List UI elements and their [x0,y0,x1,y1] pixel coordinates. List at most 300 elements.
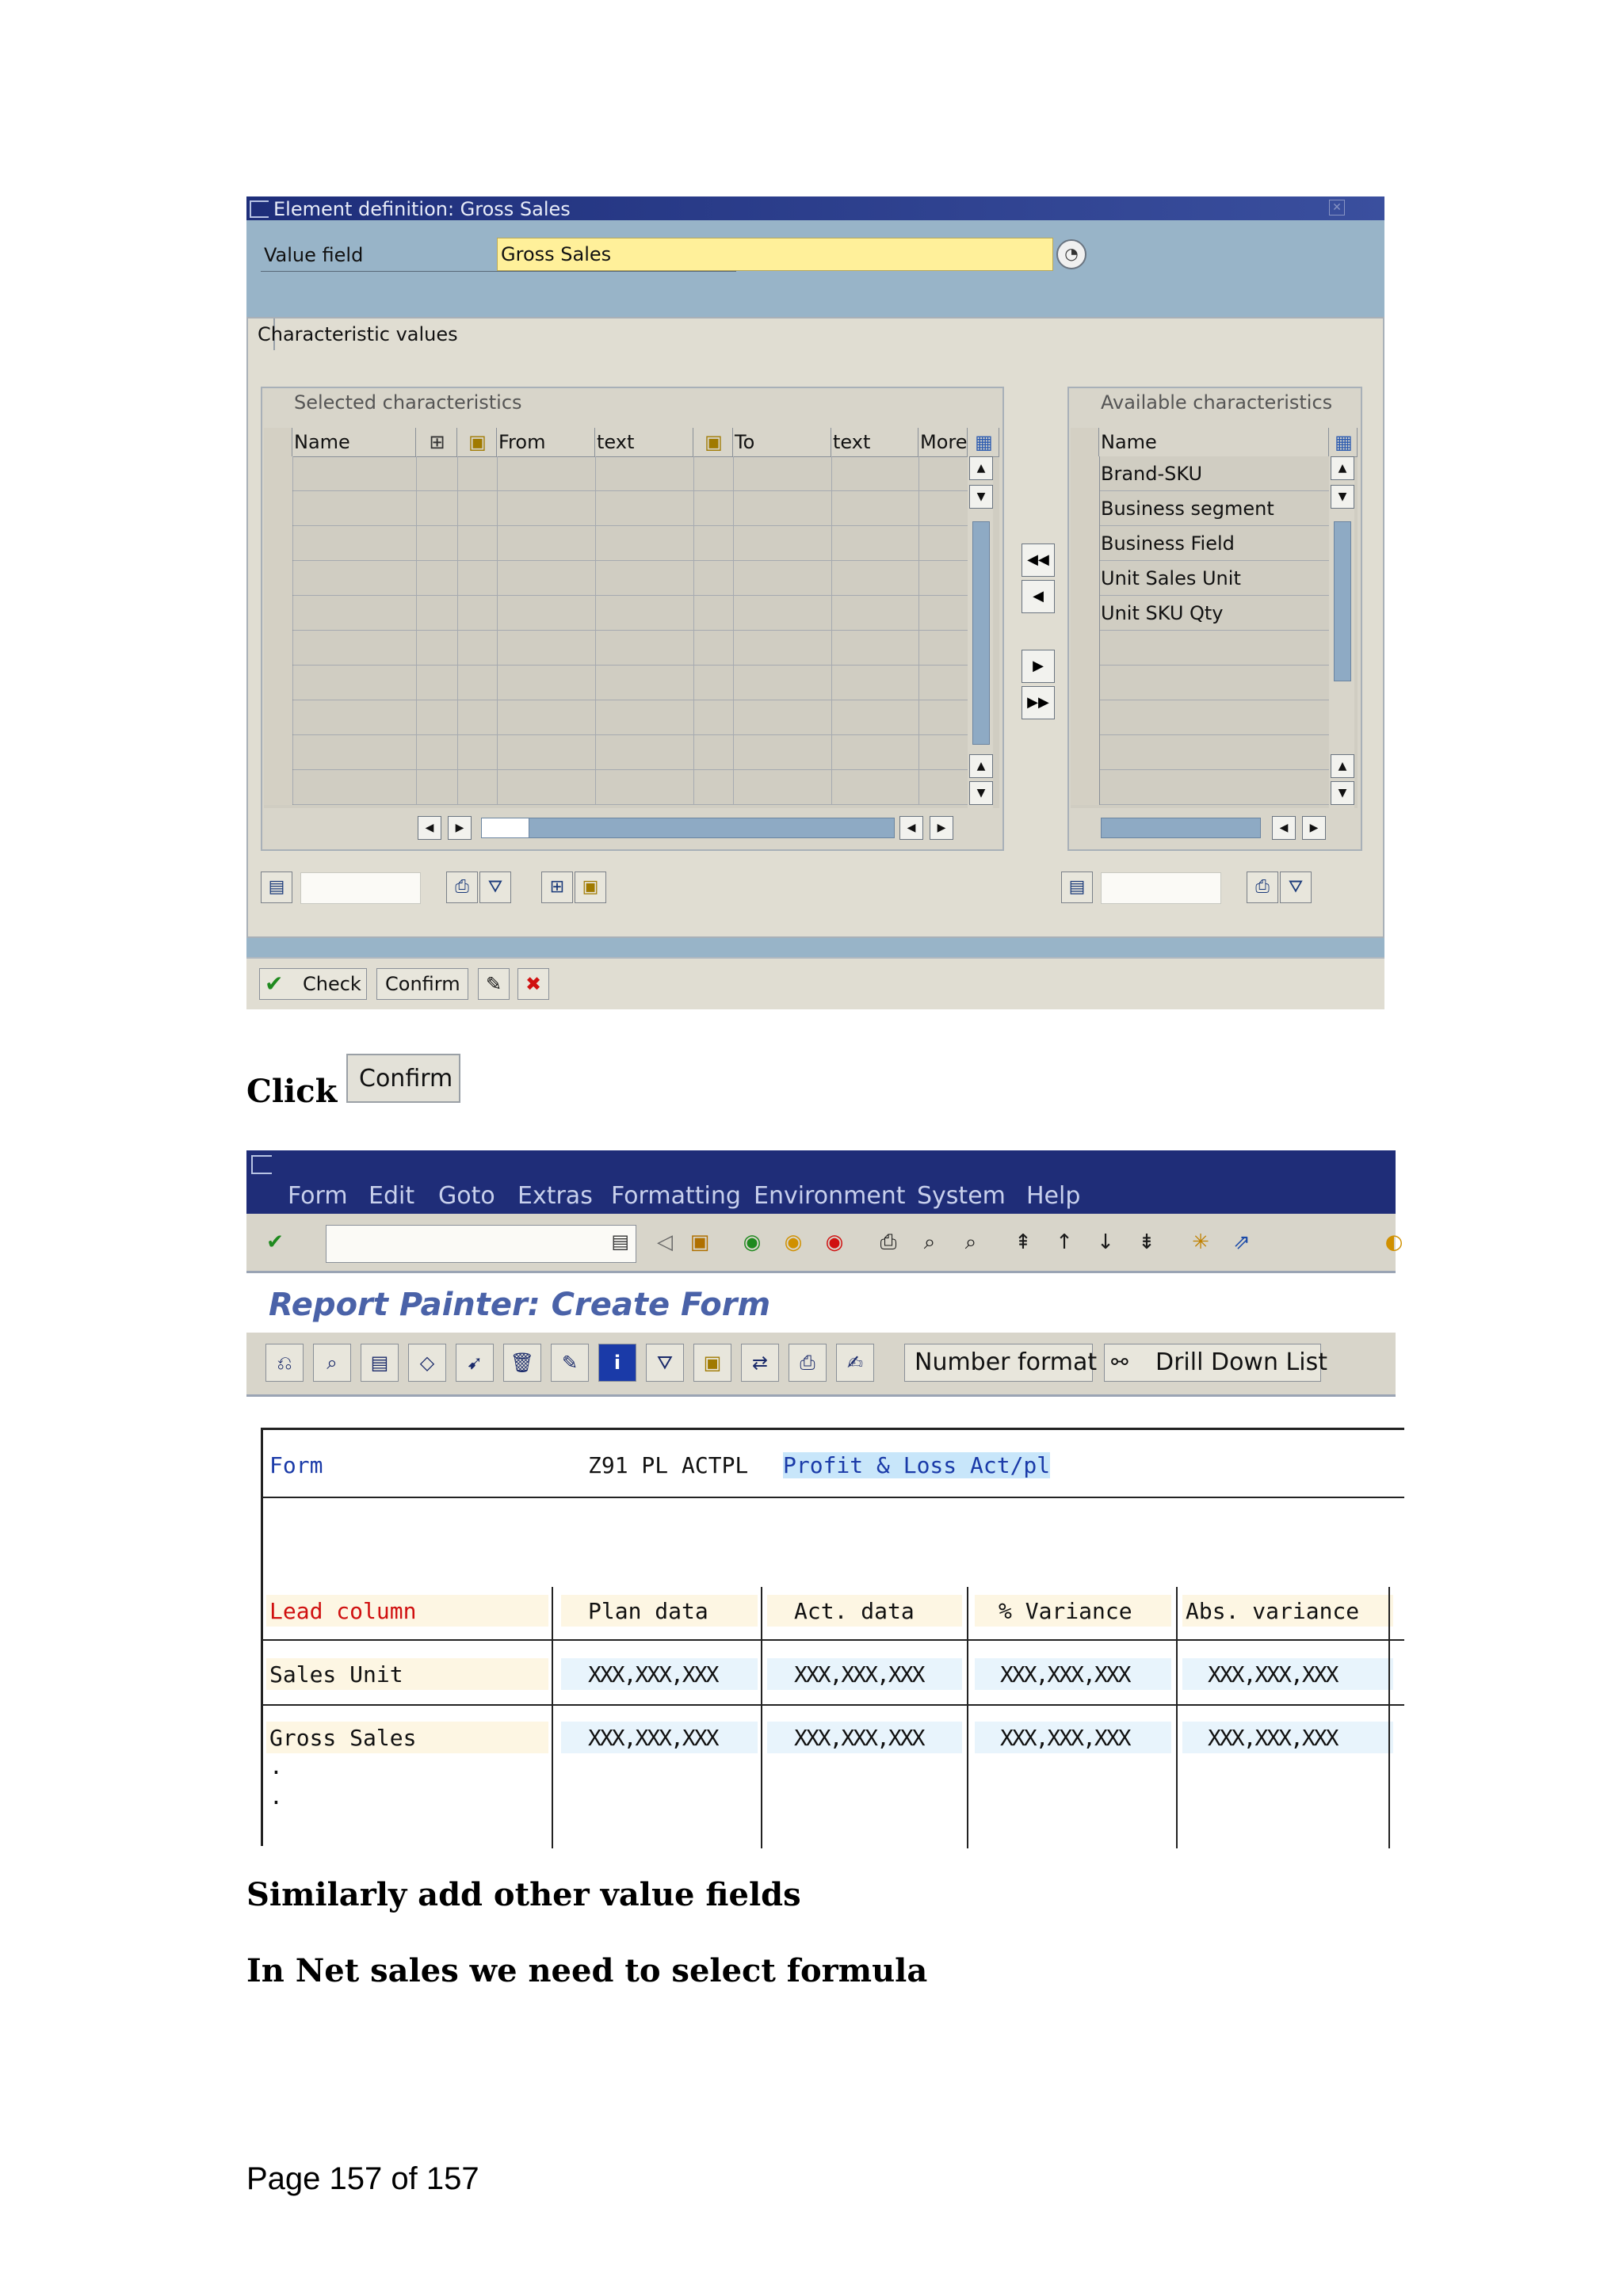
grid-cell-divider [733,700,734,734]
cancel-icon[interactable]: ✖ [517,968,549,1000]
enter-icon[interactable]: ✔ [266,1230,284,1254]
col-to[interactable]: To [733,428,831,456]
form-id: Z91 PL ACTPL [588,1452,749,1478]
check-label: Check [303,973,361,995]
grid-cell-divider [733,561,734,595]
grid-cell-divider [918,526,919,560]
confirm-button[interactable] [376,968,468,1000]
row-gross-sales[interactable]: Gross Sales [269,1725,417,1751]
info-icon[interactable]: i [598,1344,636,1382]
col-divider-3 [967,1587,968,1848]
edit-icon[interactable]: ✎ [478,968,510,1000]
available-row[interactable] [1071,770,1329,805]
grid-cell-divider [457,596,458,630]
check-form-icon[interactable]: ⌕ [313,1344,351,1382]
value-field-value: Gross Sales [501,243,612,265]
grid-cell-divider [918,561,919,595]
grid-cell-divider [595,631,596,665]
selected-rows [264,456,968,808]
grid-cell-divider [292,735,293,769]
move-icon[interactable]: ⇄ [741,1344,779,1382]
grid-cell-divider [595,770,596,804]
row-selector[interactable] [264,631,293,666]
grid-cell-divider [831,491,832,525]
grid-cell-divider [497,596,498,630]
grid-cell-divider [457,561,458,595]
menu-bar [246,1150,1396,1214]
grid-cell-divider [292,666,293,700]
shortcut-icon[interactable]: ⇗ [1233,1230,1251,1254]
available-row[interactable] [1071,700,1329,735]
row2-pct[interactable]: XXX,XXX,XXX [1000,1725,1130,1751]
hierarchy-button-icon[interactable]: ⊞ [541,871,573,903]
selected-row[interactable] [264,666,968,700]
scroll-left-icon[interactable]: ◀ [418,816,441,840]
drill-down-list-button[interactable] [1104,1344,1327,1382]
row-selector[interactable] [1071,700,1100,735]
col-from-text[interactable]: text [595,428,693,456]
row-selector[interactable] [1071,561,1100,596]
variable-button-icon[interactable]: ▣ [575,871,606,903]
grid-cell-divider [693,596,694,630]
row1-abs[interactable]: XXX,XXX,XXX [1208,1661,1338,1688]
vertical-scrollbar[interactable] [968,456,993,808]
selected-row[interactable] [264,596,968,631]
row-selector-header[interactable] [264,428,292,456]
row1-plan[interactable]: XXX,XXX,XXX [588,1661,718,1688]
col-available-name[interactable]: Name [1099,428,1329,456]
grid-cell-divider [693,735,694,769]
scroll-thumb[interactable] [1334,521,1351,681]
grid-cell-divider [733,526,734,560]
hscroll-thumb[interactable] [529,818,895,838]
scroll-left-icon[interactable]: ◀ [1272,816,1296,840]
available-row[interactable] [1071,561,1329,596]
grid-cell-divider [693,526,694,560]
available-characteristic-name[interactable]: Unit SKU Qty [1101,602,1224,624]
grid-cell-divider [733,770,734,804]
scroll-down-icon[interactable]: ▼ [969,485,993,509]
grid-cell-divider [918,735,919,769]
grid-cell-divider [831,526,832,560]
grid-cell-divider [497,770,498,804]
cancel-icon[interactable]: ◉ [825,1230,844,1254]
grid-cell-divider [693,561,694,595]
scroll-page-down-icon[interactable]: ▼ [969,781,993,805]
grid-cell-divider [416,596,417,630]
grid-cell-divider [416,456,417,490]
available-grid-header [1071,428,1358,457]
grid-cell-divider [918,666,919,700]
menu-system[interactable]: System [917,1182,1006,1210]
grid-cell-divider [457,666,458,700]
lead-column-header: Lead column [269,1598,417,1624]
selected-row[interactable] [264,700,968,735]
available-find-icon[interactable]: ⎙ [1247,871,1278,903]
available-horizontal-scrollbar[interactable] [1101,816,1354,840]
help-icon[interactable]: ◐ [1384,1230,1403,1254]
selected-row[interactable] [264,561,968,596]
available-characteristic-name[interactable]: Brand-SKU [1101,463,1203,485]
continuation-dot-2: . [269,1783,283,1810]
available-row[interactable] [1071,596,1329,631]
continuation-dot-1: . [269,1753,283,1779]
grid-cell-divider [831,735,832,769]
value-field-underline [261,271,736,272]
row-selector[interactable] [264,735,293,770]
click-instruction: Click [246,1073,338,1110]
menu-form[interactable]: Form [288,1182,348,1210]
command-field[interactable] [326,1225,636,1263]
scroll-thumb[interactable] [972,521,990,745]
grid-cell-divider [693,666,694,700]
available-characteristic-name[interactable]: Unit Sales Unit [1101,567,1241,589]
available-row[interactable] [1071,735,1329,770]
selected-row[interactable] [264,631,968,666]
grid-cell-divider [497,666,498,700]
available-grid[interactable] [1071,428,1358,808]
row-selector-header[interactable] [1071,428,1099,456]
row2-act[interactable]: XXX,XXX,XXX [794,1725,924,1751]
scroll-up-icon[interactable]: ▲ [969,456,993,480]
grid-cell-divider [292,456,293,490]
scroll-page-right-icon[interactable]: ▶ [930,816,953,840]
value-field-input[interactable] [497,238,1053,271]
selected-row[interactable] [264,526,968,561]
grid-cell-divider [595,596,596,630]
row-selector[interactable] [1071,596,1100,631]
find-icon[interactable]: ⎙ [446,871,478,903]
row-selector[interactable] [1071,666,1100,700]
grid-header [264,428,999,457]
confirm-image-label: Confirm [359,1065,453,1093]
grid-cell-divider [292,596,293,630]
confirm-label: Confirm [385,973,460,995]
grid-cell-divider [497,700,498,734]
menu-edit[interactable]: Edit [369,1182,415,1210]
grid-cell-divider [595,666,596,700]
grid-cell-divider [497,456,498,490]
grid-cell-divider [416,526,417,560]
selected-row[interactable] [264,456,968,491]
select-icon[interactable]: ◇ [408,1344,446,1382]
tab-label: Characteristic values [258,323,458,345]
dialog-title: Element definition: Gross Sales [273,198,571,220]
variable-icon-to[interactable]: ▣ [693,428,733,456]
grid-cell-divider [457,526,458,560]
row1-divider [263,1704,1404,1706]
scroll-page-left-icon[interactable]: ◀ [899,816,923,840]
available-row[interactable] [1071,526,1329,561]
selected-grid[interactable] [264,428,999,808]
menu-formatting[interactable]: Formatting [611,1182,741,1210]
grid-cell-divider [733,666,734,700]
row-selector[interactable] [264,526,293,561]
available-details-icon[interactable]: ▤ [1061,871,1093,903]
row-selector[interactable] [1071,526,1100,561]
grid-cell-divider [693,700,694,734]
last-page-icon[interactable]: ⇟ [1138,1230,1155,1254]
check-button[interactable] [259,968,367,1000]
grid-cell-divider [416,491,417,525]
grid-cell-divider [595,526,596,560]
note-add-value-fields: Similarly add other value fields [246,1876,801,1913]
grid-cell-divider [497,735,498,769]
col-divider-5 [1388,1587,1390,1848]
command-history-icon[interactable]: ▤ [611,1230,629,1253]
confirm-button-image [346,1054,460,1103]
grid-cell-divider [497,631,498,665]
move-right-icon[interactable]: ▶ [1022,650,1055,683]
search-field[interactable] [300,872,421,904]
row2-plan[interactable]: XXX,XXX,XXX [588,1725,718,1751]
row-selector[interactable] [264,770,293,805]
grid-cell-divider [292,700,293,734]
selected-row[interactable] [264,491,968,526]
grid-cell-divider [457,631,458,665]
grid-cell-divider [918,596,919,630]
grid-cell-divider [416,666,417,700]
standard-toolbar [246,1214,1403,1273]
column-config-icon[interactable]: ▦ [1329,428,1358,456]
move-left-icon[interactable]: ◀ [1022,580,1055,613]
column-config-icon[interactable]: ▦ [968,428,999,456]
scroll-page-up-icon[interactable]: ▲ [1331,754,1354,778]
grid-cell-divider [831,456,832,490]
drill-down-label: Drill Down List [1155,1348,1327,1376]
variable-icon[interactable]: ▣ [457,428,497,456]
grid-cell-divider [918,491,919,525]
available-characteristics-title: Available characteristics [1101,391,1333,414]
check-icon: ✔ [265,971,284,997]
details-icon[interactable]: ▤ [261,871,292,903]
grid-cell-divider [497,491,498,525]
grid-cell-divider [292,770,293,804]
application-toolbar [246,1333,1396,1397]
grid-cell-divider [292,526,293,560]
row-selector[interactable] [264,700,293,735]
close-icon[interactable]: ✕ [1329,200,1345,215]
grid-cell-divider [831,596,832,630]
row-selector[interactable] [1071,631,1100,666]
grid-cell-divider [918,700,919,734]
row1-act[interactable]: XXX,XXX,XXX [794,1661,924,1688]
header-row-divider [263,1639,1404,1641]
hscroll-thumb[interactable] [1101,818,1261,838]
number-format-button[interactable]: Number format [904,1344,1093,1382]
grid-cell-divider [457,770,458,804]
col-plan-data[interactable]: Plan data [588,1598,708,1624]
previous-page-icon[interactable]: ↑ [1056,1230,1073,1254]
grid-cell-divider [497,526,498,560]
menu-help[interactable]: Help [1026,1182,1081,1210]
grid-cell-divider [693,770,694,804]
row-selector[interactable] [1071,491,1100,526]
back-arrow-icon[interactable]: ◁ [657,1230,673,1254]
selected-characteristics-title: Selected characteristics [294,391,522,414]
hierarchy-icon[interactable]: ⊞ [416,428,457,456]
dialog-footer [246,957,1384,1009]
grid-cell-divider [497,561,498,595]
scroll-down-icon[interactable]: ▼ [1331,485,1354,509]
available-row[interactable] [1071,666,1329,700]
available-row[interactable] [1071,456,1329,491]
note-net-sales-formula: In Net sales we need to select formula [246,1952,928,1989]
grid-cell-divider [733,596,734,630]
grid-cell-divider [733,735,734,769]
available-characteristics-group [1067,387,1362,851]
col-divider-2 [761,1587,762,1848]
grid-cell-divider [457,735,458,769]
grid-cell-divider [292,491,293,525]
scroll-right-icon[interactable]: ▶ [448,816,472,840]
find-icon[interactable]: ⌕ [923,1230,936,1254]
row1-pct[interactable]: XXX,XXX,XXX [1000,1661,1130,1688]
col-divider-4 [1176,1587,1178,1848]
page-title: Report Painter: Create Form [269,1287,771,1323]
save-icon[interactable]: ▣ [689,1230,710,1254]
filter-icon[interactable]: ⛛ [646,1344,684,1382]
grid-cell-divider [831,631,832,665]
row-sales-unit[interactable]: Sales Unit [269,1661,403,1688]
available-characteristic-name[interactable]: Business segment [1101,498,1274,520]
available-row[interactable] [1071,491,1329,526]
window-icon [251,1155,272,1174]
grid-cell-divider [416,700,417,734]
menu-extras[interactable]: Extras [517,1182,593,1210]
col-more[interactable]: More [918,428,968,456]
grid-cell-divider [831,666,832,700]
scroll-page-down-icon[interactable]: ▼ [1331,781,1354,805]
scroll-right-icon[interactable]: ▶ [1302,816,1326,840]
row-selector[interactable] [1071,770,1100,805]
col-name[interactable]: Name [292,428,416,456]
exit-icon[interactable]: ◉ [784,1230,803,1254]
variable-icon[interactable]: ▣ [693,1344,731,1382]
available-vertical-scrollbar[interactable] [1329,456,1354,808]
grid-cell-divider [595,700,596,734]
first-page-icon[interactable]: ⇞ [1014,1230,1032,1254]
page-number: Page 157 of 157 [246,2161,479,2196]
col-act-data[interactable]: Act. data [794,1598,915,1624]
grid-cell-divider [457,456,458,490]
edit-pencil-icon[interactable]: ✎ [551,1344,589,1382]
available-characteristic-name[interactable]: Business Field [1101,532,1235,555]
row-selector[interactable] [264,456,293,491]
selected-row[interactable] [264,770,968,805]
grid-cell-divider [457,491,458,525]
form-header-divider [263,1497,1404,1498]
menu-environment[interactable]: Environment [754,1182,906,1210]
text-edit-icon[interactable]: ✍ [836,1344,874,1382]
col-to-text[interactable]: text [831,428,918,456]
grid-cell-divider [693,456,694,490]
new-session-icon[interactable]: ✳ [1192,1230,1209,1254]
window-icon [250,200,269,218]
grid-cell-divider [416,561,417,595]
form-label: Form [269,1452,323,1478]
row-selector[interactable] [1071,456,1100,491]
form-area [261,1428,1404,1846]
grid-cell-divider [693,491,694,525]
grid-cell-divider [733,631,734,665]
col-pct-variance[interactable]: % Variance [999,1598,1132,1624]
available-rows [1071,456,1329,808]
grid-cell-divider [595,735,596,769]
grid-cell-divider [693,631,694,665]
available-filter-icon[interactable]: ⛛ [1280,871,1312,903]
print-setup-icon[interactable]: ⎙ [789,1344,827,1382]
col-divider-1 [552,1587,553,1848]
scroll-up-icon[interactable]: ▲ [1331,456,1354,480]
grid-cell-divider [595,491,596,525]
row-selector[interactable] [264,596,293,631]
form-description: Profit & Loss Act/pl [783,1452,1051,1478]
general-data-icon[interactable]: ▤ [361,1344,399,1382]
element-definition-dialog [246,196,1384,1008]
grid-cell-divider [292,631,293,665]
move-all-left-icon[interactable]: ◀◀ [1022,543,1055,577]
row-selector[interactable] [1071,735,1100,770]
report-painter-screen [246,1150,1403,1844]
grid-cell-divider [918,456,919,490]
grid-cell-divider [416,770,417,804]
grid-cell-divider [416,735,417,769]
col-from[interactable]: From [497,428,595,456]
cursor-select-icon[interactable]: ➹ [456,1344,494,1382]
tab-characteristic-values[interactable] [248,318,458,350]
grid-cell-divider [831,561,832,595]
grid-cell-divider [918,770,919,804]
change-icon[interactable]: ⎌ [265,1344,304,1382]
delete-icon[interactable]: 🗑 [503,1344,541,1382]
print-icon[interactable]: ⎙ [880,1230,897,1254]
row-selector[interactable] [264,491,293,526]
grid-cell-divider [831,700,832,734]
filter-icon[interactable]: ⛛ [479,871,511,903]
grid-cell-divider [733,456,734,490]
characteristic-values-panel [246,317,1384,938]
dialog-title-bar [246,196,1384,220]
grid-cell-divider [292,561,293,595]
move-all-right-icon[interactable]: ▶▶ [1022,686,1055,719]
value-help-icon[interactable]: ◔ [1056,239,1086,269]
grid-cell-divider [457,700,458,734]
menu-goto[interactable]: Goto [438,1182,495,1210]
back-icon[interactable]: ◉ [743,1230,762,1254]
grid-cell-divider [733,491,734,525]
row-selector[interactable] [264,666,293,700]
row2-abs[interactable]: XXX,XXX,XXX [1208,1725,1338,1751]
grid-cell-divider [595,456,596,490]
horizontal-scrollbar[interactable] [418,816,1004,840]
drill-down-icon: ⚯ [1111,1351,1128,1375]
next-page-icon[interactable]: ↓ [1097,1230,1114,1254]
col-abs-variance[interactable]: Abs. variance [1186,1598,1360,1624]
available-search-field[interactable] [1101,872,1221,904]
selected-characteristics-group [261,387,1004,851]
grid-cell-divider [831,770,832,804]
available-row[interactable] [1071,631,1329,666]
grid-cell-divider [416,631,417,665]
scroll-page-up-icon[interactable]: ▲ [969,754,993,778]
selected-row[interactable] [264,735,968,770]
value-field-label: Value field [264,244,364,266]
row-selector[interactable] [264,561,293,596]
find-next-icon[interactable]: ⌕ [964,1230,977,1254]
grid-cell-divider [595,561,596,595]
grid-cell-divider [918,631,919,665]
